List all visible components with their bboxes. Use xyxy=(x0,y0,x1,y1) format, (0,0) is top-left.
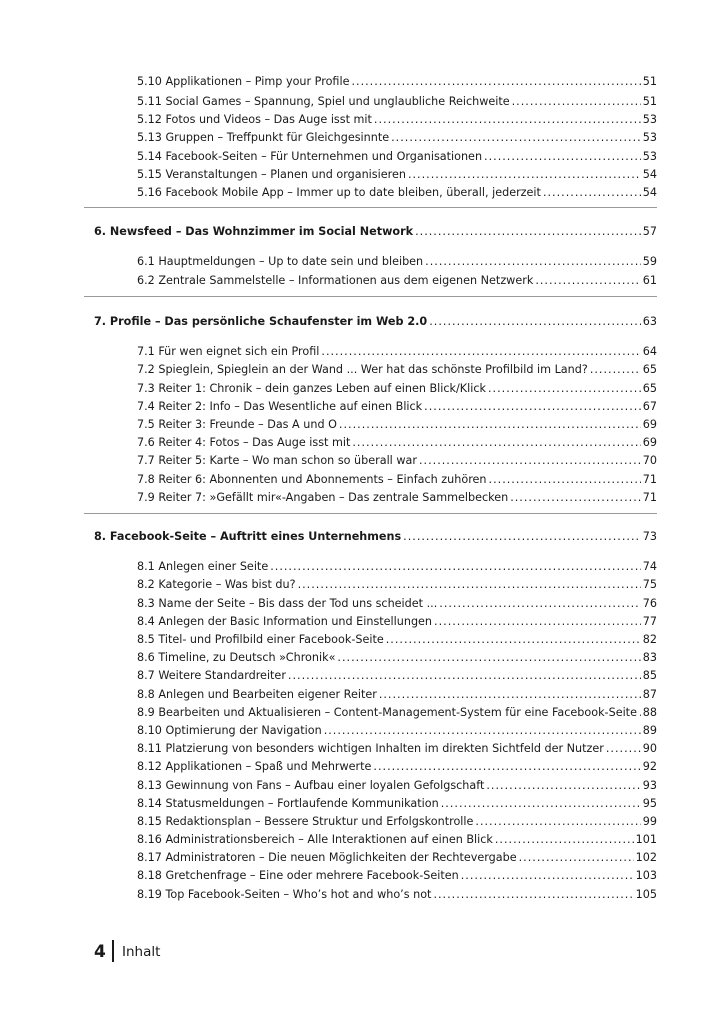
toc-entry-label: 6.1 Hauptmeldungen – Up to date sein und bleiben xyxy=(137,255,424,268)
toc-page-number: 102 xyxy=(635,851,657,864)
toc-entry xyxy=(137,850,657,865)
toc-page-number: 76 xyxy=(642,597,657,610)
toc-entry xyxy=(137,490,657,505)
toc-entry-label: 5.12 Fotos und Videos – Das Auge isst mit xyxy=(137,113,372,126)
toc-entry-label: 8.1 Anlegen einer Seite xyxy=(137,560,269,573)
toc-page-number: 95 xyxy=(642,797,657,810)
toc-entry xyxy=(137,868,657,883)
toc-chapter xyxy=(94,314,657,329)
dot-leader xyxy=(339,417,641,432)
toc-entry xyxy=(137,472,657,487)
toc-entry xyxy=(137,74,657,89)
toc-page-number: 54 xyxy=(642,168,657,181)
dot-leader xyxy=(270,559,641,574)
dot-leader xyxy=(439,596,640,611)
toc-entry xyxy=(137,399,657,414)
dot-leader xyxy=(379,687,641,702)
dot-leader xyxy=(484,149,641,164)
toc-entry-label: 8.4 Anlegen der Basic Information und Einstellungen xyxy=(137,615,433,628)
dot-leader xyxy=(337,650,640,665)
toc-page-number: 63 xyxy=(642,315,657,328)
dot-leader xyxy=(419,453,641,468)
toc-entry-label: 5.14 Facebook-Seiten – Für Unternehmen und Organisationen xyxy=(137,150,483,163)
toc-entry xyxy=(137,614,657,629)
dot-leader xyxy=(606,741,641,756)
dot-leader xyxy=(408,167,641,182)
toc-entry-label: 6.2 Zentrale Sammelstelle – Informationen aus dem eigenen Netzwerk xyxy=(137,274,534,287)
toc-page-number: 70 xyxy=(642,454,657,467)
toc-entry xyxy=(137,650,657,665)
toc-entry-label: 8.19 Top Facebook-Seiten – Who’s hot and who’s not xyxy=(137,888,432,901)
dot-leader xyxy=(403,529,641,544)
toc-page-number: 88 xyxy=(642,706,657,719)
dot-leader xyxy=(486,778,640,793)
toc-entry-label: 8.9 Bearbeiten und Aktualisieren – Content-Management-System für eine Facebook-Seite xyxy=(137,706,637,719)
page-number: 4 xyxy=(94,942,106,962)
toc-page-number: 101 xyxy=(635,833,657,846)
toc-entry xyxy=(137,632,657,647)
toc-entry-label: 5.16 Facebook Mobile App – Immer up to date bleiben, überall, jederzeit xyxy=(137,186,541,199)
dot-leader xyxy=(391,130,641,145)
toc-entry xyxy=(137,887,657,902)
toc-entry xyxy=(137,814,657,829)
toc-page-number: 83 xyxy=(642,651,657,664)
dot-leader xyxy=(374,112,641,127)
toc-entry-label: 7.4 Reiter 2: Info – Das Wesentliche auf einen Blick xyxy=(137,400,423,413)
toc-entry-label: 5.11 Social Games – Spannung, Spiel und unglaubliche Reichweite xyxy=(137,95,510,108)
toc-entry-label: 7.6 Reiter 4: Fotos – Das Auge isst mit xyxy=(137,436,351,449)
dot-leader xyxy=(488,381,641,396)
dot-leader xyxy=(429,314,641,329)
toc-entry xyxy=(137,112,657,127)
toc-page-number: 69 xyxy=(642,418,657,431)
toc-entry-label: 8.3 Name der Seite – Bis dass der Tod uns scheidet ... xyxy=(137,597,438,610)
dot-leader xyxy=(639,705,641,720)
toc-entry-label: 7.2 Spieglein, Spieglein an der Wand ... Wer hat das schönste Profilbild im Land? xyxy=(137,363,588,376)
toc-entry-label: 8.13 Gewinnung von Fans – Aufbau einer loyalen Gefolgschaft xyxy=(137,779,485,792)
toc-entry-label: 7.9 Reiter 7: »Gefällt mir«-Angaben – Das zentrale Sammelbecken xyxy=(137,491,509,504)
toc-entry-label: 8.12 Applikationen – Spaß und Mehrwerte xyxy=(137,760,372,773)
toc-chapter xyxy=(94,224,657,239)
toc-entry xyxy=(137,705,657,720)
toc-chapter-label: 6. Newsfeed – Das Wohnzimmer im Social Network xyxy=(94,225,414,238)
toc-entry xyxy=(137,381,657,396)
dot-leader xyxy=(590,362,641,377)
toc-entry-label: 8.15 Redaktionsplan – Bessere Struktur und Erfolgskontrolle xyxy=(137,815,474,828)
toc-entry-label: 8.17 Administratoren – Die neuen Möglichkeiten der Rechtevergabe xyxy=(137,851,517,864)
toc-entry-label: 8.10 Optimierung der Navigation xyxy=(137,724,322,737)
toc-entry xyxy=(137,559,657,574)
toc-entry xyxy=(137,723,657,738)
dot-leader xyxy=(321,344,640,359)
dot-leader xyxy=(434,614,641,629)
dot-leader xyxy=(475,814,640,829)
toc-page-number: 77 xyxy=(642,615,657,628)
toc-entry xyxy=(137,687,657,702)
toc-entry xyxy=(137,344,657,359)
toc-entry-label: 8.16 Administrationsbereich – Alle Interaktionen auf einen Blick xyxy=(137,833,493,846)
toc-entry xyxy=(137,167,657,182)
toc-page-number: 61 xyxy=(642,274,657,287)
toc-chapter xyxy=(94,529,657,544)
toc-entry-label: 8.5 Titel- und Profilbild einer Facebook-Seite xyxy=(137,633,384,646)
toc-entry-label: 7.7 Reiter 5: Karte – Wo man schon so überall war xyxy=(137,454,417,467)
toc-entry xyxy=(137,832,657,847)
toc-entry xyxy=(137,796,657,811)
toc-page-number: 74 xyxy=(642,560,657,573)
dot-leader xyxy=(441,796,641,811)
toc-page-number: 69 xyxy=(642,436,657,449)
toc-page-number: 75 xyxy=(642,578,657,591)
toc-entry-label: 5.15 Veranstaltungen – Planen und organisieren xyxy=(137,168,406,181)
toc-entry-label: 7.1 Für wen eignet sich ein Profil xyxy=(137,345,320,358)
toc-entry xyxy=(137,577,657,592)
toc-entry-label: 7.5 Reiter 3: Freunde – Das A und O xyxy=(137,418,337,431)
toc-entry-label: 8.7 Weitere Standardreiter xyxy=(137,669,286,682)
toc-page-number: 93 xyxy=(642,779,657,792)
toc-entry-label: 8.18 Gretchenfrage – Eine oder mehrere Facebook-Seiten xyxy=(137,869,459,882)
dot-leader xyxy=(415,224,641,239)
section-divider xyxy=(84,513,657,514)
toc-page-number: 85 xyxy=(642,669,657,682)
toc-entry xyxy=(137,417,657,432)
toc-page-number: 65 xyxy=(642,382,657,395)
toc-page-number: 65 xyxy=(642,363,657,376)
toc-entry xyxy=(137,273,657,288)
dot-leader xyxy=(425,254,641,269)
dot-leader xyxy=(461,868,634,883)
toc-entry-label: 7.3 Reiter 1: Chronik – dein ganzes Leben auf einen Blick/Klick xyxy=(137,382,486,395)
dot-leader xyxy=(324,723,641,738)
dot-leader xyxy=(519,850,634,865)
section-divider xyxy=(84,296,657,297)
toc-page-number: 67 xyxy=(642,400,657,413)
toc-entry xyxy=(137,435,657,450)
dot-leader xyxy=(424,399,641,414)
toc-page-number: 51 xyxy=(642,75,657,88)
toc-page-number: 59 xyxy=(642,255,657,268)
toc-entry xyxy=(137,94,657,109)
toc-entry-label: 8.6 Timeline, zu Deutsch »Chronik« xyxy=(137,651,336,664)
toc-page-number: 53 xyxy=(642,150,657,163)
toc-entry xyxy=(137,254,657,269)
dot-leader xyxy=(495,832,634,847)
dot-leader xyxy=(535,273,640,288)
dot-leader xyxy=(373,759,640,774)
dot-leader xyxy=(386,632,641,647)
toc-page-number: 54 xyxy=(642,186,657,199)
toc-page-number: 57 xyxy=(642,225,657,238)
dot-leader xyxy=(298,577,641,592)
toc-page-number: 99 xyxy=(642,815,657,828)
toc-entry-label: 8.8 Anlegen und Bearbeiten eigener Reiter xyxy=(137,688,377,701)
dot-leader xyxy=(351,74,640,89)
running-footer-label: Inhalt xyxy=(122,944,161,960)
dot-leader xyxy=(489,472,641,487)
toc-page-number: 51 xyxy=(642,95,657,108)
toc-page-number: 105 xyxy=(635,888,657,901)
toc-page-number: 71 xyxy=(642,491,657,504)
toc-chapter-label: 8. Facebook-Seite – Auftritt eines Unternehmens xyxy=(94,530,402,543)
toc-page-number: 71 xyxy=(642,473,657,486)
toc-entry xyxy=(137,741,657,756)
toc-page-number: 90 xyxy=(642,742,657,755)
toc-entry xyxy=(137,778,657,793)
toc-page-number: 82 xyxy=(642,633,657,646)
toc-entry xyxy=(137,453,657,468)
toc-entry-label: 5.13 Gruppen – Treffpunkt für Gleichgesinnte xyxy=(137,131,390,144)
toc-page-number: 89 xyxy=(642,724,657,737)
toc-entry xyxy=(137,130,657,145)
dot-leader xyxy=(510,490,641,505)
toc-page-number: 87 xyxy=(642,688,657,701)
toc-entry-label: 5.10 Applikationen – Pimp your Profile xyxy=(137,75,350,88)
toc-entry-label: 7.8 Reiter 6: Abonnenten und Abonnements – Einfach zuhören xyxy=(137,473,487,486)
toc-entry xyxy=(137,185,657,200)
toc-page-number: 103 xyxy=(635,869,657,882)
toc-entry xyxy=(137,149,657,164)
dot-leader xyxy=(352,435,640,450)
dot-leader xyxy=(433,887,633,902)
toc-entry-label: 8.2 Kategorie – Was bist du? xyxy=(137,578,296,591)
toc-page-number: 64 xyxy=(642,345,657,358)
toc-page-number: 53 xyxy=(642,113,657,126)
dot-leader xyxy=(543,185,641,200)
toc-entry xyxy=(137,668,657,683)
toc-page-number: 92 xyxy=(642,760,657,773)
toc-page-number: 73 xyxy=(642,530,657,543)
toc-entry xyxy=(137,362,657,377)
dot-leader xyxy=(288,668,641,683)
section-divider xyxy=(84,207,657,208)
toc-entry xyxy=(137,759,657,774)
toc-chapter-label: 7. Profile – Das persönliche Schaufenster im Web 2.0 xyxy=(94,315,428,328)
toc-entry-label: 8.11 Platzierung von besonders wichtigen Inhalten im direkten Sichtfeld der Nutzer xyxy=(137,742,604,755)
toc-entry xyxy=(137,596,657,611)
footer-divider xyxy=(112,940,114,962)
toc-page-number: 53 xyxy=(642,131,657,144)
toc-entry-label: 8.14 Statusmeldungen – Fortlaufende Kommunikation xyxy=(137,797,439,810)
dot-leader xyxy=(512,94,641,109)
